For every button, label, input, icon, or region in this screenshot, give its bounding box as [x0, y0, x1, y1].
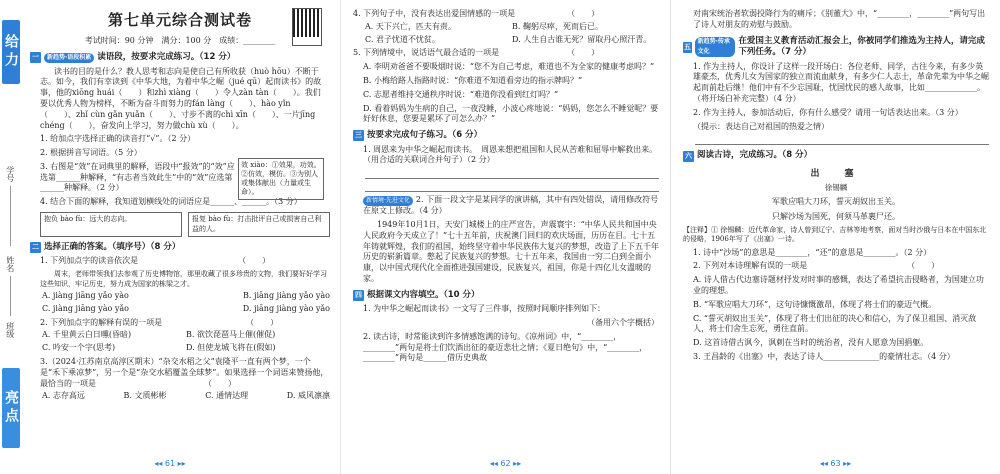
option[interactable]: C. 通情达理 [205, 391, 249, 401]
option[interactable]: C. “誓灭胡奴出玉关”，体现了将士们出征的决心和信心，为了保卫祖国、消灭敌人，将士们舍生忘死，勇往直前。 [693, 313, 977, 334]
page-63 [670, 0, 1000, 474]
option[interactable]: A. 千里黄云白日曛(昏暗) [42, 330, 132, 340]
page-62 [340, 0, 670, 474]
answer-line[interactable] [365, 181, 659, 192]
section-title: 在爱国主义教育活动汇报会上，你被同学们推选为主持人，请完成下列任务。（7 分） [738, 35, 985, 58]
page-62-content [353, 6, 659, 364]
exam-title: 第七单元综合测试卷 [107, 11, 252, 29]
option[interactable]: A. 天下兴亡，匹夫有责。 [365, 21, 456, 31]
section-title: 读语段，按要求完成练习。（12 分） [97, 52, 236, 63]
spine-blank-line [10, 186, 11, 246]
section-number: 三 [355, 131, 362, 140]
option[interactable]: A. jiàng jiāng yǎo yào [42, 291, 129, 301]
page-number: ◂◂ 61 ▸▸ [154, 459, 186, 469]
question: 3. 右图是“效”在词典里的解释，语段中“报效”的“效”应选第______种解释，“有志者当效此生”中的“效”应选第______种解释。（2 分） [40, 161, 235, 193]
option[interactable]: D. 威风凛凛 [286, 391, 330, 401]
question [353, 195, 659, 217]
question: 2. 下列对本诗理解有误的一项是 （ ） [693, 261, 940, 271]
option[interactable]: C. jiàng jiāng yào yǎo [42, 303, 129, 313]
option[interactable]: A. 志存高远 [42, 391, 85, 401]
option[interactable]: D. jiāng jiàng yào yǎo [242, 303, 330, 313]
section-tag: 新趋势·传承文化 [695, 37, 736, 57]
poem-note: 【注释】① 徐锡麟：近代革命家，诗人曾到辽宁、吉林等地考察，面对当时沙俄与日本在中国东北的侵略，1906年写了《出塞》一诗。 [683, 225, 987, 244]
section-title: 根据课文内容填空。（10 分） [367, 289, 480, 300]
option[interactable]: B. 文质彬彬 [123, 391, 167, 401]
page-number: ◂◂ 63 ▸▸ [819, 459, 852, 469]
qr-code-icon[interactable] [292, 8, 322, 46]
poem-line: 只解沙场为国死，何须马革裹尸还。 [772, 211, 900, 221]
page-61 [0, 0, 340, 474]
definition-box: 抱负 bào fù：远大的志向。 [40, 212, 182, 237]
question: 2. 下列加点字的解释有误的一项是 （ ） [40, 317, 279, 327]
spine-label-name: 姓名 [5, 256, 15, 272]
page-number: ◂◂ 62 ▸▸ [489, 459, 522, 469]
options [353, 22, 659, 46]
dictionary-note: 效 xiào：①效果，功效。②仿效，模仿。③为别人或集体献出（力量或生命）。 [238, 158, 324, 200]
section-4-header [353, 290, 659, 301]
question: 3.（2024·江苏南京高淳区期末）“杂交水稻之父”袁隆平一直有两个梦，一个是“禾下乘凉梦”，另一个是“杂交水稻覆盖全球梦”。如果选择一个词语来赞扬他，最恰当的一项是 （ ） [40, 357, 329, 388]
question-hint: （备用六个字概括） [587, 318, 659, 328]
page-number-value: 61 [164, 459, 176, 469]
question: 2. 读古诗，时常能读到许多情感饱满的诗句。《凉州词》中，“________，________”两句是将士们饮酒出征的豪迈悲壮之情；《夏日绝句》中，“________，________”两句是______借历史典故 [363, 331, 648, 363]
definition-box: 报复 bào fù：打击批评自己或损害自己利益的人。 [188, 212, 330, 237]
answer-line[interactable] [695, 134, 989, 145]
poem-line: 军歌应唱大刀环，誓灭胡奴出玉关。 [772, 197, 900, 207]
section-title: 按要求完成句子练习。（6 分） [367, 130, 483, 141]
exam-meta: 考试时间：90 分钟 满分：100 分 成绩：________ [84, 36, 276, 46]
option[interactable]: D. 这首诗借古讽今，讽刺在当时的统治者，没有人愿意为国捐躯。 [693, 338, 929, 348]
option[interactable]: D. 但使龙城飞将在(假如) [186, 343, 276, 353]
poem-title: 出 塞 [810, 168, 862, 179]
option[interactable]: B. 欲饮琵琶马上催(催促) [186, 330, 276, 340]
option[interactable]: D. 人生自古谁无死？留取丹心照汗青。 [512, 34, 652, 44]
option[interactable]: D. 看着妈妈为生病的自己，一夜没睡，小波心疼地说：“妈妈，您怎么不睡觉呢？要好好休息，您要是累坏了可怎么办？” [363, 103, 659, 124]
option[interactable]: C. 君子忧道不忧贫。 [365, 34, 440, 44]
page-number-value: 63 [830, 459, 841, 469]
section-title: 阅读古诗，完成练习。（8 分） [697, 150, 813, 161]
section-1-header [30, 52, 330, 63]
poem-author: 徐锡麟 [824, 182, 848, 192]
section-2-header [30, 242, 330, 253]
question-hint: （提示：表达自己对祖国的热爱之情） [693, 121, 829, 131]
option[interactable]: B. 鞠躬尽瘁，死而后已。 [512, 21, 603, 31]
question-passage: 周末，老师带领我们去参观了历史博物馆，那里收藏了很多珍贵的文物，我们要好好学习这些知识，牢记历史，努力成为国家的栋梁之才。 [40, 270, 327, 288]
section-1-passage: 读书的目的是什么？教人思考和志向是使自己有所收获（huò hōu）不断于志。如今，我们有幸读到《中华大地，为着中华之崛（jué qū）起而读书》的故事，他的xiōng huái（ ）和zhì xiàng（ ）令人zàn tàn（ ）。我们要以优秀人物为榜样，不断为奋斗而努力的fán làng（ ）、hào yǐn（ ）、zhǐ cùn gǎn yuǎn（ ）、寸步不离的chì xīn（ ）、一片jīng chéng（ ），奋发向上学习，努力做chù xù（ ）。 [40, 66, 322, 130]
page-number-value: 62 [500, 459, 511, 469]
question: 1. 作为主持人，你设计了这样一段开场白：各位老师、同学，古往今来，有多少英雄豪杰，优秀儿女为国家的独立而流血献身，有多少仁人志士，革命先辈为中华之崛起而前赴后继！他们中有不少忘国耻，忧国忧民的感人故事，比如_____________。（将开场白补充完整）（4 分） [693, 61, 989, 103]
option[interactable]: C. 志愿者维持交通秩序时说：“难道你没看到红灯吗？” [363, 89, 559, 99]
question: 2. 作为主持人，参加活动后，你有什么感受？请用一句话表达出来。（3 分） [693, 107, 963, 117]
section-number: 二 [32, 243, 39, 252]
section-3-header [353, 130, 659, 141]
option[interactable]: A. 诗人借古代边塞诗题材抒发对时事的感慨，表达了希望抗击侵略者，为国建立功业的理想。 [693, 275, 984, 295]
options [30, 391, 330, 402]
speech-passage: 1949年10月1日，天安门城楼上的庄严宣告，声震寰宇：“中华人民共和国中央人民政府今天成立了！”七十五年前，庆祝澳门回归的欢庆场面，历历在目。七十五年铸就辉煌，我们的祖国，始终坚守着中华民族伟大复兴的梦想，改造了上下五千年历史的崭新篇章。憋起了民族复兴的梦想。七十五年来，我国由一穷二白到全面小康，以中国式现代化全面推进强国建设，民族复兴，祖国，你是十四亿儿女溫暖的家。 [363, 220, 659, 284]
question: 4. 结合下面的解释，我知道划横线处的词语应是______、______。（3 分） [40, 197, 302, 207]
page-61-content [30, 6, 330, 402]
option[interactable]: B. 小梅给路人指路时说：“你难道不知道看旁边的指示牌吗？” [363, 75, 583, 85]
question: 1. 给加点字选择正确的读音打“√”。（2 分） [40, 134, 196, 144]
option[interactable]: B. jiāng jiàng yǎo yào [243, 291, 330, 301]
spine-title-top: 给力 [2, 20, 20, 84]
question: 1. 下列加点字的读音依次是 （ ） [40, 256, 271, 266]
question-tag: 新情境·先进文化 [363, 196, 413, 206]
question-continued: 对南宋统治者软弱投降行为的痛斥；《别董大》中，“________，________”两句写出了诗人对朋友的劝慰与鼓励。 [693, 9, 986, 29]
definition-boxes [30, 212, 330, 237]
option[interactable]: C. 吟安一个字(思考) [42, 343, 116, 353]
page-63-content [683, 6, 989, 363]
spine-label-id: 学号 [5, 166, 15, 182]
options [30, 291, 330, 302]
spine-blank-line [10, 276, 11, 316]
section-5-header [683, 36, 989, 59]
question: 1. 周恩来为中华之崛起而读书。 周恩来想把祖国和人民从苦难和屈辱中解救出来。（用合适的关联词合并句子）（2 分） [363, 144, 658, 165]
question: 4. 下列句子中，没有表达出爱国情感的一项是 （ ） [353, 9, 600, 18]
binding-spine [0, 0, 22, 474]
section-number: 四 [355, 291, 362, 300]
spine-title-bottom: 亮点 [2, 368, 20, 448]
answer-line[interactable] [365, 168, 659, 179]
spine-label-class: 班级 [5, 322, 15, 338]
question: 2. 根据拼音写词语。（5 分） [40, 148, 142, 158]
option[interactable]: B. “军歌应唱大刀环”，这句诗慷慨激昂，体现了将士们的豪迈气概。 [693, 299, 937, 309]
question: 1. 为中华之崛起而读书》一文写了三件事，按照时间顺序排列如下： [363, 304, 606, 314]
options [30, 304, 330, 315]
section-number: 六 [685, 151, 692, 160]
question-text: 2. 下面一段文字是某同学的演讲稿，其中有四处错误，请用修改符号在原文上修改。（4 分） [363, 195, 659, 216]
options [30, 330, 330, 354]
section-number: 一 [32, 53, 39, 62]
section-title: 选择正确的答案。（填序号）（8 分） [44, 241, 181, 252]
section-6-header [683, 150, 989, 161]
question: 5. 下列情境中，说话语气最合适的一项是 （ ） [353, 48, 600, 58]
option[interactable]: A. 李明劝爸爸不要吸烟时说：“您不为自己考虑，难道也不为全家的健康考虑吗？” [363, 62, 655, 72]
section-tag: 新趋势·语段积累 [44, 53, 94, 63]
question: 1. 诗中“沙场”的意思是________，“还”的意思是________。（2 分） [693, 247, 932, 257]
question: 3. 王昌龄的《出塞》中，表达了诗人______________的豪情壮志。（4 分） [693, 351, 955, 361]
section-number: 五 [683, 42, 691, 51]
